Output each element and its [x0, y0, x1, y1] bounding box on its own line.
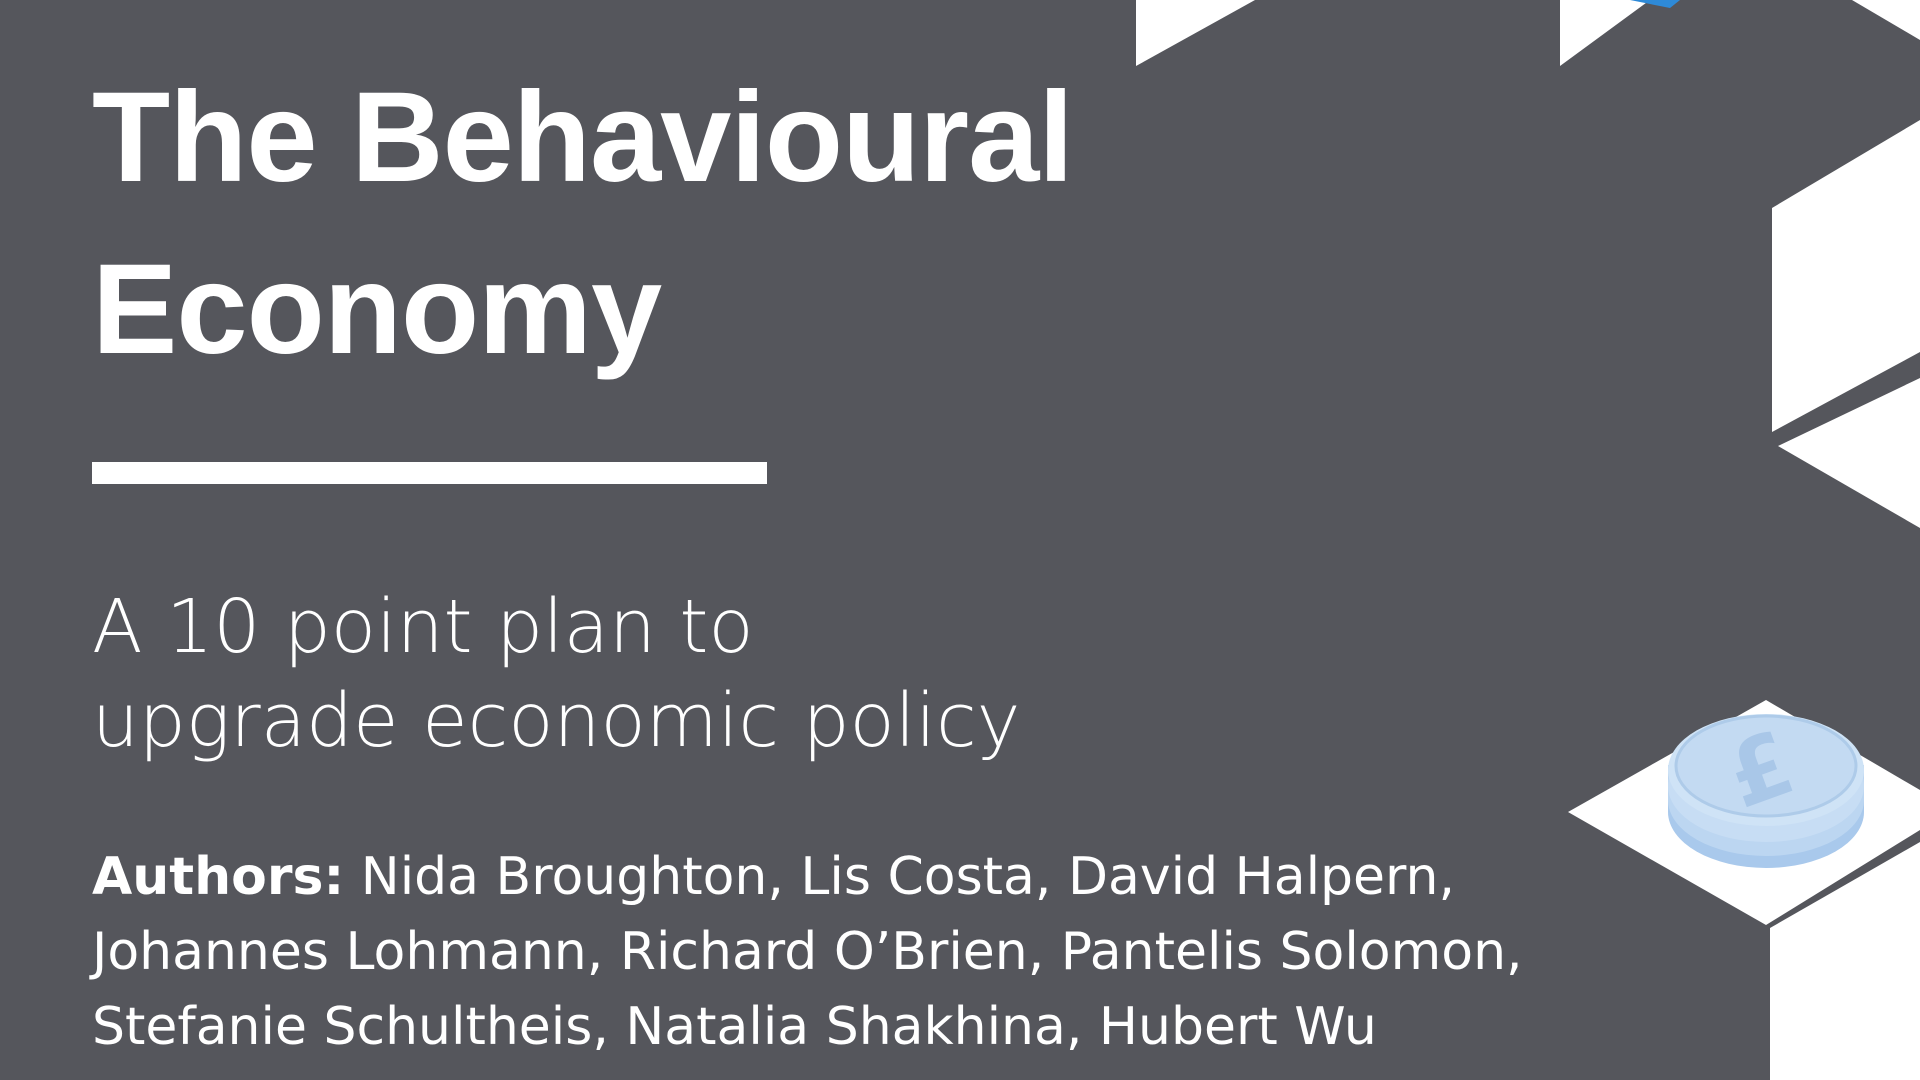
authors-label: Authors:	[92, 847, 345, 907]
right-block-upper	[1772, 120, 1920, 432]
top-triangle-left	[1136, 0, 1255, 66]
authors-names-1: Nida Broughton, Lis Costa, David Halpern,	[344, 847, 1456, 907]
authors-line-3: Stefanie Schultheis, Natalia Shakhina, Hubert Wu	[92, 997, 1377, 1057]
report-subtitle-line-2: upgrade economic policy	[92, 678, 1021, 764]
authors-line-2: Johannes Lohmann, Richard O’Brien, Pantelis Solomon,	[92, 922, 1523, 982]
report-title-line-2: Economy	[92, 238, 662, 381]
top-triangle-right	[1560, 0, 1650, 66]
authors-line-1	[92, 840, 1456, 915]
pound-coin-stack-icon	[1668, 711, 1864, 868]
top-right-stripe	[1852, 0, 1920, 40]
authors-block	[92, 840, 1523, 1065]
report-title-line-1: The Behavioural	[92, 66, 1073, 209]
title-divider	[92, 462, 767, 484]
svg-text:£: £	[1713, 710, 1807, 829]
report-title	[92, 52, 1073, 396]
report-subtitle-line-1: A 10 point plan to	[92, 584, 754, 670]
report-subtitle	[92, 580, 1020, 768]
